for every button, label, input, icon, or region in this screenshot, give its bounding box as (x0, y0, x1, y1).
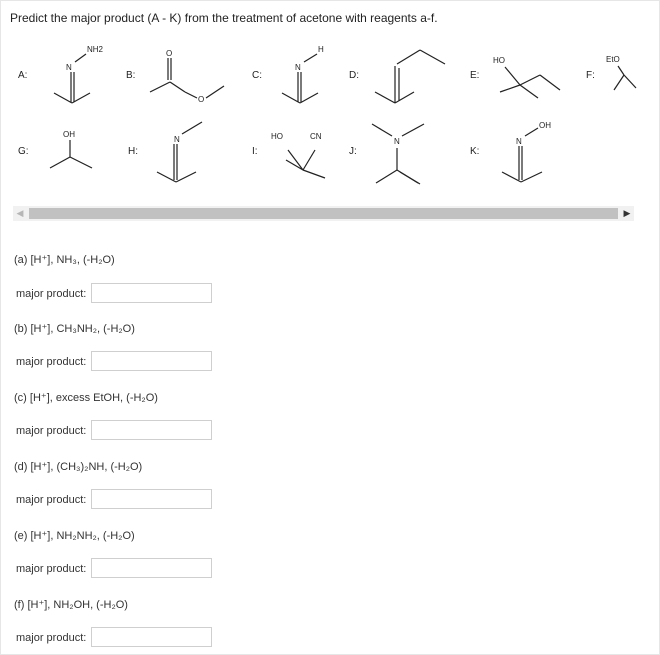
major-product-label-a: major product: (16, 288, 87, 300)
structure-label-c: C: (252, 70, 262, 81)
atom-label-oh-k: OH (539, 121, 551, 130)
reagent-c-text: (c) [H⁺], excess EtOH, (-H₂O) (14, 392, 158, 404)
structure-f (614, 66, 636, 90)
structure-label-j: J: (349, 146, 357, 157)
atom-label-cn-i: CN (310, 132, 322, 141)
major-product-label-b: major product: (16, 356, 87, 368)
reagent-e-text: (e) [H⁺], NH₂NH₂, (-H₂O) (14, 530, 135, 542)
structure-label-k: K: (470, 146, 480, 157)
reagent-b-text: (b) [H⁺], CH₃NH₂, (-H₂O) (14, 323, 135, 335)
major-product-label-c: major product: (16, 425, 87, 437)
question-text: Predict the major product (A - K) from the treatment of acetone with reagents a-f. (10, 11, 438, 25)
structure-j (372, 124, 424, 184)
atom-label-ho-e: HO (493, 56, 505, 65)
reagent-d-text: (d) [H⁺], (CH₃)₂NH, (-H₂O) (14, 461, 143, 473)
atom-label-n-k: N (516, 137, 522, 146)
structure-label-f: F: (586, 70, 595, 81)
structure-g (50, 140, 92, 168)
atom-label-n-j: N (394, 137, 400, 146)
structure-i (286, 150, 325, 178)
structure-c (282, 54, 318, 103)
atom-label-n-a: N (66, 63, 72, 72)
atom-label-o-b2: O (198, 95, 205, 104)
scroll-left-icon[interactable]: ◀ (16, 208, 24, 218)
major-product-label-d: major product: (16, 494, 87, 506)
scrollbar-thumb[interactable] (29, 208, 618, 219)
structure-d (375, 50, 445, 103)
structure-h (157, 122, 202, 182)
answer-input-c[interactable] (91, 420, 212, 440)
structure-label-i: I: (252, 146, 258, 157)
atom-label-eto-f: EtO (606, 55, 620, 64)
horizontal-scrollbar[interactable] (13, 206, 634, 221)
atom-label-h-c: H (318, 45, 324, 54)
answer-input-e[interactable] (91, 558, 212, 578)
atom-label-o-b1: O (166, 49, 173, 58)
answer-input-f[interactable] (91, 627, 212, 647)
atom-label-ho-i: HO (271, 132, 283, 141)
answer-input-b[interactable] (91, 351, 212, 371)
structure-label-b: B: (126, 70, 136, 81)
scroll-right-icon[interactable]: ▶ (623, 208, 631, 218)
structure-label-a: A: (18, 70, 28, 81)
structure-label-e: E: (470, 70, 480, 81)
reagent-f-text: (f) [H⁺], NH₂OH, (-H₂O) (14, 599, 128, 611)
structure-k (502, 128, 542, 182)
structure-e (500, 67, 560, 98)
answer-input-d[interactable] (91, 489, 212, 509)
structure-a (54, 54, 90, 103)
reagent-a-text: (a) [H⁺], NH₃, (-H₂O) (14, 254, 115, 266)
atom-label-nh2: NH2 (87, 45, 104, 54)
major-product-label-e: major product: (16, 563, 87, 575)
atom-label-n-h: N (174, 135, 180, 144)
structure-label-d: D: (349, 70, 359, 81)
structure-label-g: G: (18, 146, 29, 157)
major-product-label-f: major product: (16, 632, 87, 644)
atom-label-oh-g: OH (63, 130, 75, 139)
structure-label-h: H: (128, 146, 138, 157)
atom-label-n-c: N (295, 63, 301, 72)
structures-panel (0, 30, 660, 210)
structure-b (150, 58, 224, 98)
answer-input-a[interactable] (91, 283, 212, 303)
